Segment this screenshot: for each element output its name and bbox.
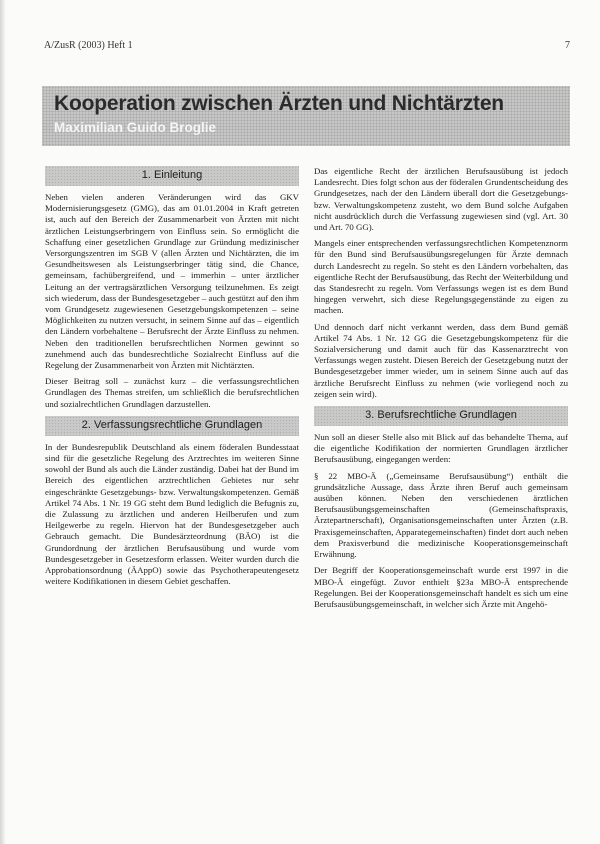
paragraph: Mangels einer entsprechenden verfassungsrechtlichen Kompetenznorm für den Bund sind Berufsausübungsregelungen für Ärzte demnach durch Landesrecht zu regeln. So steht es den Ländern vorbehalten, das eigentliche Recht der Berufsausübung, das Recht der Weiterbildung und das Standesrecht zu regeln. Vom Verfassungs wegen ist es dem Bund hingegen verwehrt, sich diese Regelungsgegenstände zu eigen zu machen. (314, 238, 568, 316)
paragraph: In der Bundesrepublik Deutschland als einem föderalen Bundesstaat sind für die gesetzliche Regelung des Arztrechtes im weiteren Sinne sowohl der Bund als auch die Länder zuständig. Dabei hat der Bund im Bereich des eigentlichen arztrechtlichen Gebietes nur sehr eingeschränkte Gesetzgebungs- bzw. Verwaltungskompetenzen. Gemäß Artikel 74 Abs. 1 Nr. 19 GG steht dem Bund lediglich die Befugnis zu, die Zulassung zu ärztlichen und anderen Heilberufen und zum Heilgewerbe zu regeln. Hiervon hat der Bundesgesetzgeber auch Gebrauch gemacht. Die Bundesärzteordnung (BÄO) ist die Grundordnung der ärztlichen Berufsausübung und wurde vom Bundesgesetzgeber in Gesetzesform erlassen. Weiter wurden durch die Approbationsordnung (ÄAppO) sowie das Psychotherapeutengesetz weitere Kodifikationen in diesem Gebiet geschaffen. (45, 441, 299, 587)
running-header (44, 40, 570, 51)
article-title: Kooperation zwischen Ärzten und Nichtärzten (54, 92, 504, 115)
section-heading-verfassungsrecht: 2. Verfassungsrechtliche Grundlagen (45, 416, 299, 436)
section-heading-berufsrecht: 3. Berufsrechtliche Grundlagen (314, 406, 568, 426)
page-edge-shadow (0, 0, 6, 844)
article-author: Maximilian Guido Broglie (54, 120, 217, 135)
section-heading-einleitung: 1. Einleitung (45, 166, 299, 186)
paragraph: Neben vielen anderen Veränderungen wird das GKV Modernisierungsgesetz (GMG), das am 01.01.2004 in Kraft getreten ist, auch auf den Bereich der Zusammenarbeit von Ärzten mit nicht ärztlichen Leistungserbringern von Einfluss sein. So ermöglicht die Schaffung einer gesetzlichen Grundlage zur Gründung medizinischer Versorgungszentren im SGB V (allen Ärzten und Nichtärzten, die im Gesundheitswesen als Leistungserbringer tätig sind, die Chance, gemeinsam, fachübergreifend, und – immerhin – unter ärztlicher Leitung an der vertragsärztlichen Versorgung teilzunehmen. Es zeigt sich wiederum, dass der Bundesgesetzgeber – auch gestützt auf den ihm vom Grundgesetz zugewiesenen Gesetzgebungskompetenzen – seine Möglichkeiten zu nutzen versucht, in seinem Sinne auf das – eigentlich den Ländern vorbehaltene – Berufsrecht der Ärzte Einfluss zu nehmen. Neben den traditionellen berufsrechtlichen Normen gewinnt so zunehmend auch das bundesrechtliche Sozialrecht Einfluss auf die Regelung der Zusammenarbeit von Ärzten mit Nichtärzten. (45, 192, 299, 371)
paragraph: Dieser Beitrag soll – zunächst kurz – die verfassungsrechtlichen Grundlagen des Themas streifen, um schließlich die berufsrechtlichen und sozialrechtlichen Grundlagen darzustellen. (45, 376, 299, 409)
paragraph: Nun soll an dieser Stelle also mit Blick auf das behandelte Thema, auf die eigentliche Kodifikation der normierten Grundlagen ärztlicher Berufsausübung, eingegangen werden: (314, 432, 568, 465)
page-number: 7 (565, 40, 570, 51)
right-column (314, 166, 568, 615)
journal-reference: A/ZusR (2003) Heft 1 (44, 40, 133, 51)
paragraph: Und dennoch darf nicht verkannt werden, dass dem Bund gemäß Artikel 74 Abs. 1 Nr. 12 GG die Gesetzgebungskompetenz für die Sozialversicherung und damit auch für das Kassenarztrecht von Verfassungs wegen zusteht. Diesen Bereich der Gesetzgebung nutzt der Bundesgesetzgeber immer wieder, um in seinem Sinne auch auf das ärztliche Berufsrecht Einfluss zu nehmen (wie vorliegend noch zu zeigen sein wird). (314, 321, 568, 399)
paragraph: § 22 MBO-Ä („Gemeinsame Berufsausübung“) enthält die grundsätzliche Aussage, dass Ärzte ihren Beruf auch gemeinsam ausüben können. Neben den verschiedenen ärztlichen Berufsausübungsgemeinschaften (Gemeinschaftspraxis, Ärztepartnerschaft), Organisationsgemeinschaften unter Ärzten (z.B. Praxisgemeinschaften, Apparategemeinschaften) findet dort auch neben dem Praxisverbund die medizinische Kooperationsgemeinschaft Erwähnung. (314, 470, 568, 560)
title-banner (42, 86, 570, 146)
paragraph: Der Begriff der Kooperationsgemeinschaft wurde erst 1997 in die MBO-Ä eingefügt. Zuvor enthielt §23a MBO-Ä entsprechende Regelungen. Bei der Kooperationsgemeinschaft handelt es sich um eine Berufsausübungsgemeinschaft, in welcher sich Ärzte mit Angehö- (314, 565, 568, 609)
left-column (45, 166, 299, 593)
paragraph: Das eigentliche Recht der ärztlichen Berufsausübung ist jedoch Landesrecht. Dies folgt schon aus der föderalen Grundentscheidung des Grundgesetzes, nach der den Ländern überall dort die Gesetzgebungs- bzw. Verwaltungskompetenz zusteht, wo dem Bund solche Aufgaben nicht ausdrücklich durch die Verfassung zugewiesen sind (vgl. Art. 30 und Art. 70 GG). (314, 166, 568, 233)
